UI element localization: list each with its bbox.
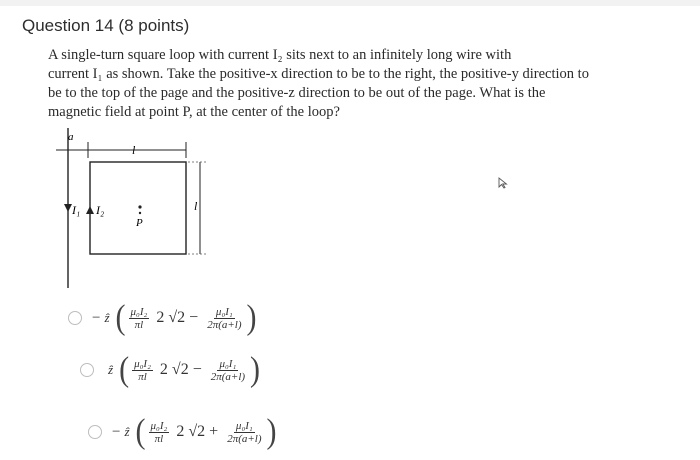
square-loop — [90, 162, 186, 254]
option-middle: 2 √2 + — [176, 423, 219, 440]
I2-arrow-up — [86, 206, 94, 214]
radio-button[interactable] — [80, 363, 94, 377]
question-text-line: A single-turn square loop with current I₂ sits next to an infinitely long wire with — [48, 47, 512, 63]
option-middle: 2 √2 − — [156, 309, 199, 326]
loop-wire-figure — [48, 128, 218, 288]
fraction: $\frac{\text{μ₀I₂}}{\pi l}$ — [134, 357, 151, 383]
answer-option-3[interactable] — [88, 412, 277, 452]
question-text-line: current I₁ as shown. Take the positive-x direction to be to the right, the positive-y direction to — [48, 66, 589, 82]
point-p-dot — [139, 212, 141, 214]
label-P: P — [136, 217, 143, 229]
question-text-line: be to the top of the page and the positive-z direction to be out of the page. What is the — [48, 85, 546, 101]
answer-option-2[interactable] — [80, 350, 260, 390]
option-sign: − — [112, 423, 121, 440]
I1-arrow-down — [64, 204, 72, 212]
point-p-dot — [138, 205, 141, 208]
mouse-cursor-icon — [498, 176, 508, 194]
label-a: a — [68, 131, 74, 143]
fraction: $\frac{\text{μ₀I₂}}{\pi l}$ — [150, 419, 168, 445]
label-l-top: l — [132, 143, 136, 157]
radio-button[interactable] — [88, 425, 102, 439]
label-l-side: l — [194, 199, 198, 213]
z-unit-vector: ẑ — [124, 424, 130, 439]
radio-button[interactable] — [68, 311, 82, 325]
fraction: $\frac{\text{μ₀I₁}}{2\pi(a+l)}$ — [227, 419, 262, 445]
option-expression: ẑ ( $\frac{\text{μ₀I₂}}{\pi l}$ 2 √2 − $\frac{\text{μ₀I₁}}{2\pi(a+l)}$ ) — [108, 350, 261, 389]
figure-diagram — [48, 128, 218, 288]
fraction: $\frac{\text{μ₀I₁}}{2\pi(a+l)}$ — [207, 305, 242, 331]
z-unit-vector: ẑ — [108, 362, 114, 377]
answer-option-1[interactable] — [68, 298, 257, 338]
fraction: $\frac{\text{μ₀I₂}}{\pi l}$ — [130, 305, 148, 331]
label-I1: I₁ — [72, 203, 81, 217]
question-text — [48, 46, 638, 122]
fraction: $\frac{\text{μ₀I₁}}{2\pi(a+l)}$ — [210, 357, 246, 383]
question-text-line: magnetic field at point P, at the center of the loop? — [48, 104, 340, 120]
option-expression: − ẑ ( $\frac{\text{μ₀I₂}}{\pi l}$ 2 √2 − $\frac{\text{μ₀I₁}}{2\pi(a+l)}$ ) — [92, 298, 257, 337]
option-middle: 2 √2 − — [159, 361, 202, 378]
option-sign: − — [92, 309, 101, 326]
z-unit-vector: ẑ — [104, 310, 110, 325]
option-expression: − ẑ ( $\frac{\text{μ₀I₂}}{\pi l}$ 2 √2 + $\frac{\text{μ₀I₁}}{2\pi(a+l)}$ ) — [112, 412, 277, 451]
question-points: (8 points) — [118, 16, 190, 35]
top-divider — [0, 0, 700, 6]
question-title: Question 14 — [22, 16, 114, 35]
label-I2: I₂ — [96, 203, 105, 217]
question-header — [22, 16, 189, 36]
